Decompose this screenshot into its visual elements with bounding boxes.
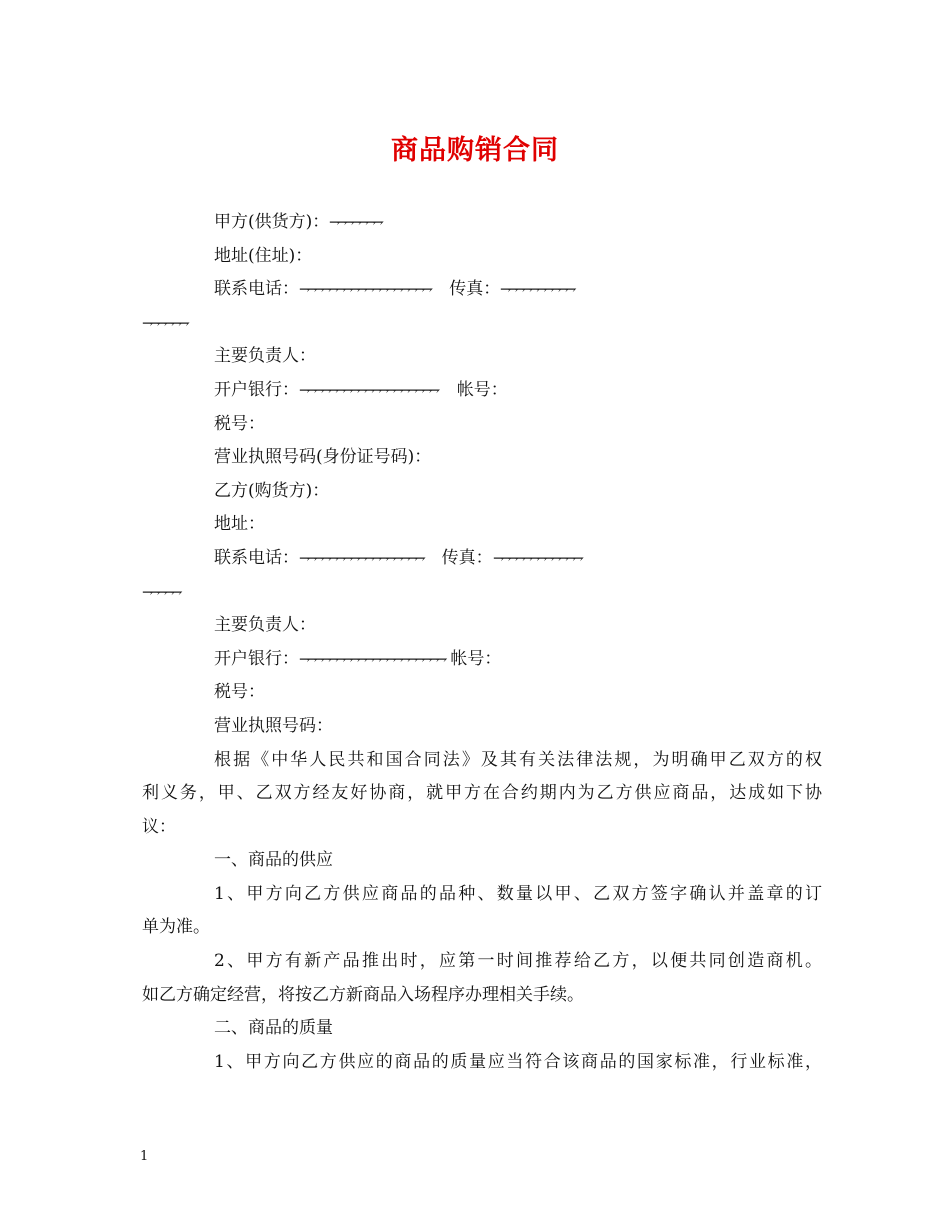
party-b-bank-line <box>142 643 822 677</box>
section-2-clause-1-line-1: 1、甲方向乙方供应的商品的质量应当符合该商品的国家标准，行业标准， <box>214 1051 822 1072</box>
section-1-clause-2-line-2: 如乙方确定经营，将按乙方新商品入场程序办理相关手续。 <box>142 984 584 1005</box>
preamble-line-2: 利义务，甲、乙双方经友好协商，就甲方在合约期内为乙方供应商品，达成如下协 <box>142 783 822 804</box>
party-b-license: 营业执照号码： <box>214 715 333 736</box>
preamble-line-3: 议： <box>142 816 176 837</box>
document-title: 商品购销合同 <box>391 135 559 166</box>
party-a-bank-line <box>142 374 822 408</box>
section-1-title: 一、商品的供应 <box>214 850 333 871</box>
phone-label: 联系电话： <box>214 279 299 300</box>
bank-label: 开户银行： <box>214 648 299 669</box>
phone-label: 联系电话： <box>214 547 299 568</box>
party-b-phone-line <box>142 542 822 576</box>
blank-fill: ⇁⇁⇁⇁⇁⇁⇁⇁⇁⇁⇁⇁⇁⇁⇁⇁⇁⇁⇁⇁ <box>299 649 443 668</box>
party-b-address: 地址： <box>214 514 265 535</box>
section-1-clause-2-line-1: 2、甲方有新产品推出时，应第一时间推荐给乙方，以便共同创造商机。 <box>214 951 822 972</box>
party-a-tax: 税号： <box>214 413 265 434</box>
party-b-person: 主要负责人： <box>214 615 316 636</box>
blank-fill: ⇁⇁⇁⇁⇁⇁⇁⇁⇁⇁⇁⇁⇁⇁⇁⇁⇁⇁ <box>299 280 429 299</box>
blank-fill: ⇁⇁⇁⇁⇁⇁ <box>142 313 186 332</box>
blank-fill: ⇁⇁⇁⇁⇁⇁⇁ <box>329 213 380 231</box>
party-a-phone-line <box>142 273 822 307</box>
party-a-fax-continuation <box>142 307 822 341</box>
blank-fill: ⇁⇁⇁⇁⇁⇁⇁⇁⇁⇁⇁⇁⇁⇁⇁⇁⇁ <box>299 548 422 567</box>
party-b-tax: 税号： <box>214 682 265 703</box>
account-label: 帐号： <box>450 648 502 669</box>
party-a-address: 地址(住址)： <box>214 245 313 266</box>
section-1-clause-1-line-2: 单为准。 <box>142 917 210 938</box>
party-b-fax-continuation <box>142 576 822 610</box>
party-a-header: 甲方(供货方)： <box>214 212 330 232</box>
fax-label: 传真： <box>449 279 501 300</box>
party-b-header: 乙方(购货方)： <box>214 480 330 501</box>
bank-label: 开户银行： <box>214 379 299 400</box>
party-a-person: 主要负责人： <box>214 346 316 367</box>
account-label: 帐号： <box>456 379 508 400</box>
party-a-license: 营业执照号码(身份证号码)： <box>214 447 432 468</box>
preamble-line-1: 根据《中华人民共和国合同法》及其有关法律法规，为明确甲乙双方的权 <box>214 749 822 770</box>
fax-label: 传真： <box>441 547 493 568</box>
blank-fill: ⇁⇁⇁⇁⇁⇁⇁⇁⇁⇁ <box>500 280 573 299</box>
section-2-title: 二、商品的质量 <box>214 1018 333 1039</box>
page-number: 1 <box>140 1149 149 1164</box>
blank-fill: ⇁⇁⇁⇁⇁ <box>142 582 178 601</box>
party-a-header-line <box>142 206 822 240</box>
contract-body <box>142 206 822 1079</box>
blank-fill: ⇁⇁⇁⇁⇁⇁⇁⇁⇁⇁⇁⇁ <box>492 548 579 567</box>
section-1-clause-1-line-1: 1、甲方向乙方供应商品的品种、数量以甲、乙双方签字确认并盖章的订 <box>214 883 822 904</box>
blank-fill: ⇁⇁⇁⇁⇁⇁⇁⇁⇁⇁⇁⇁⇁⇁⇁⇁⇁⇁⇁ <box>299 380 436 399</box>
